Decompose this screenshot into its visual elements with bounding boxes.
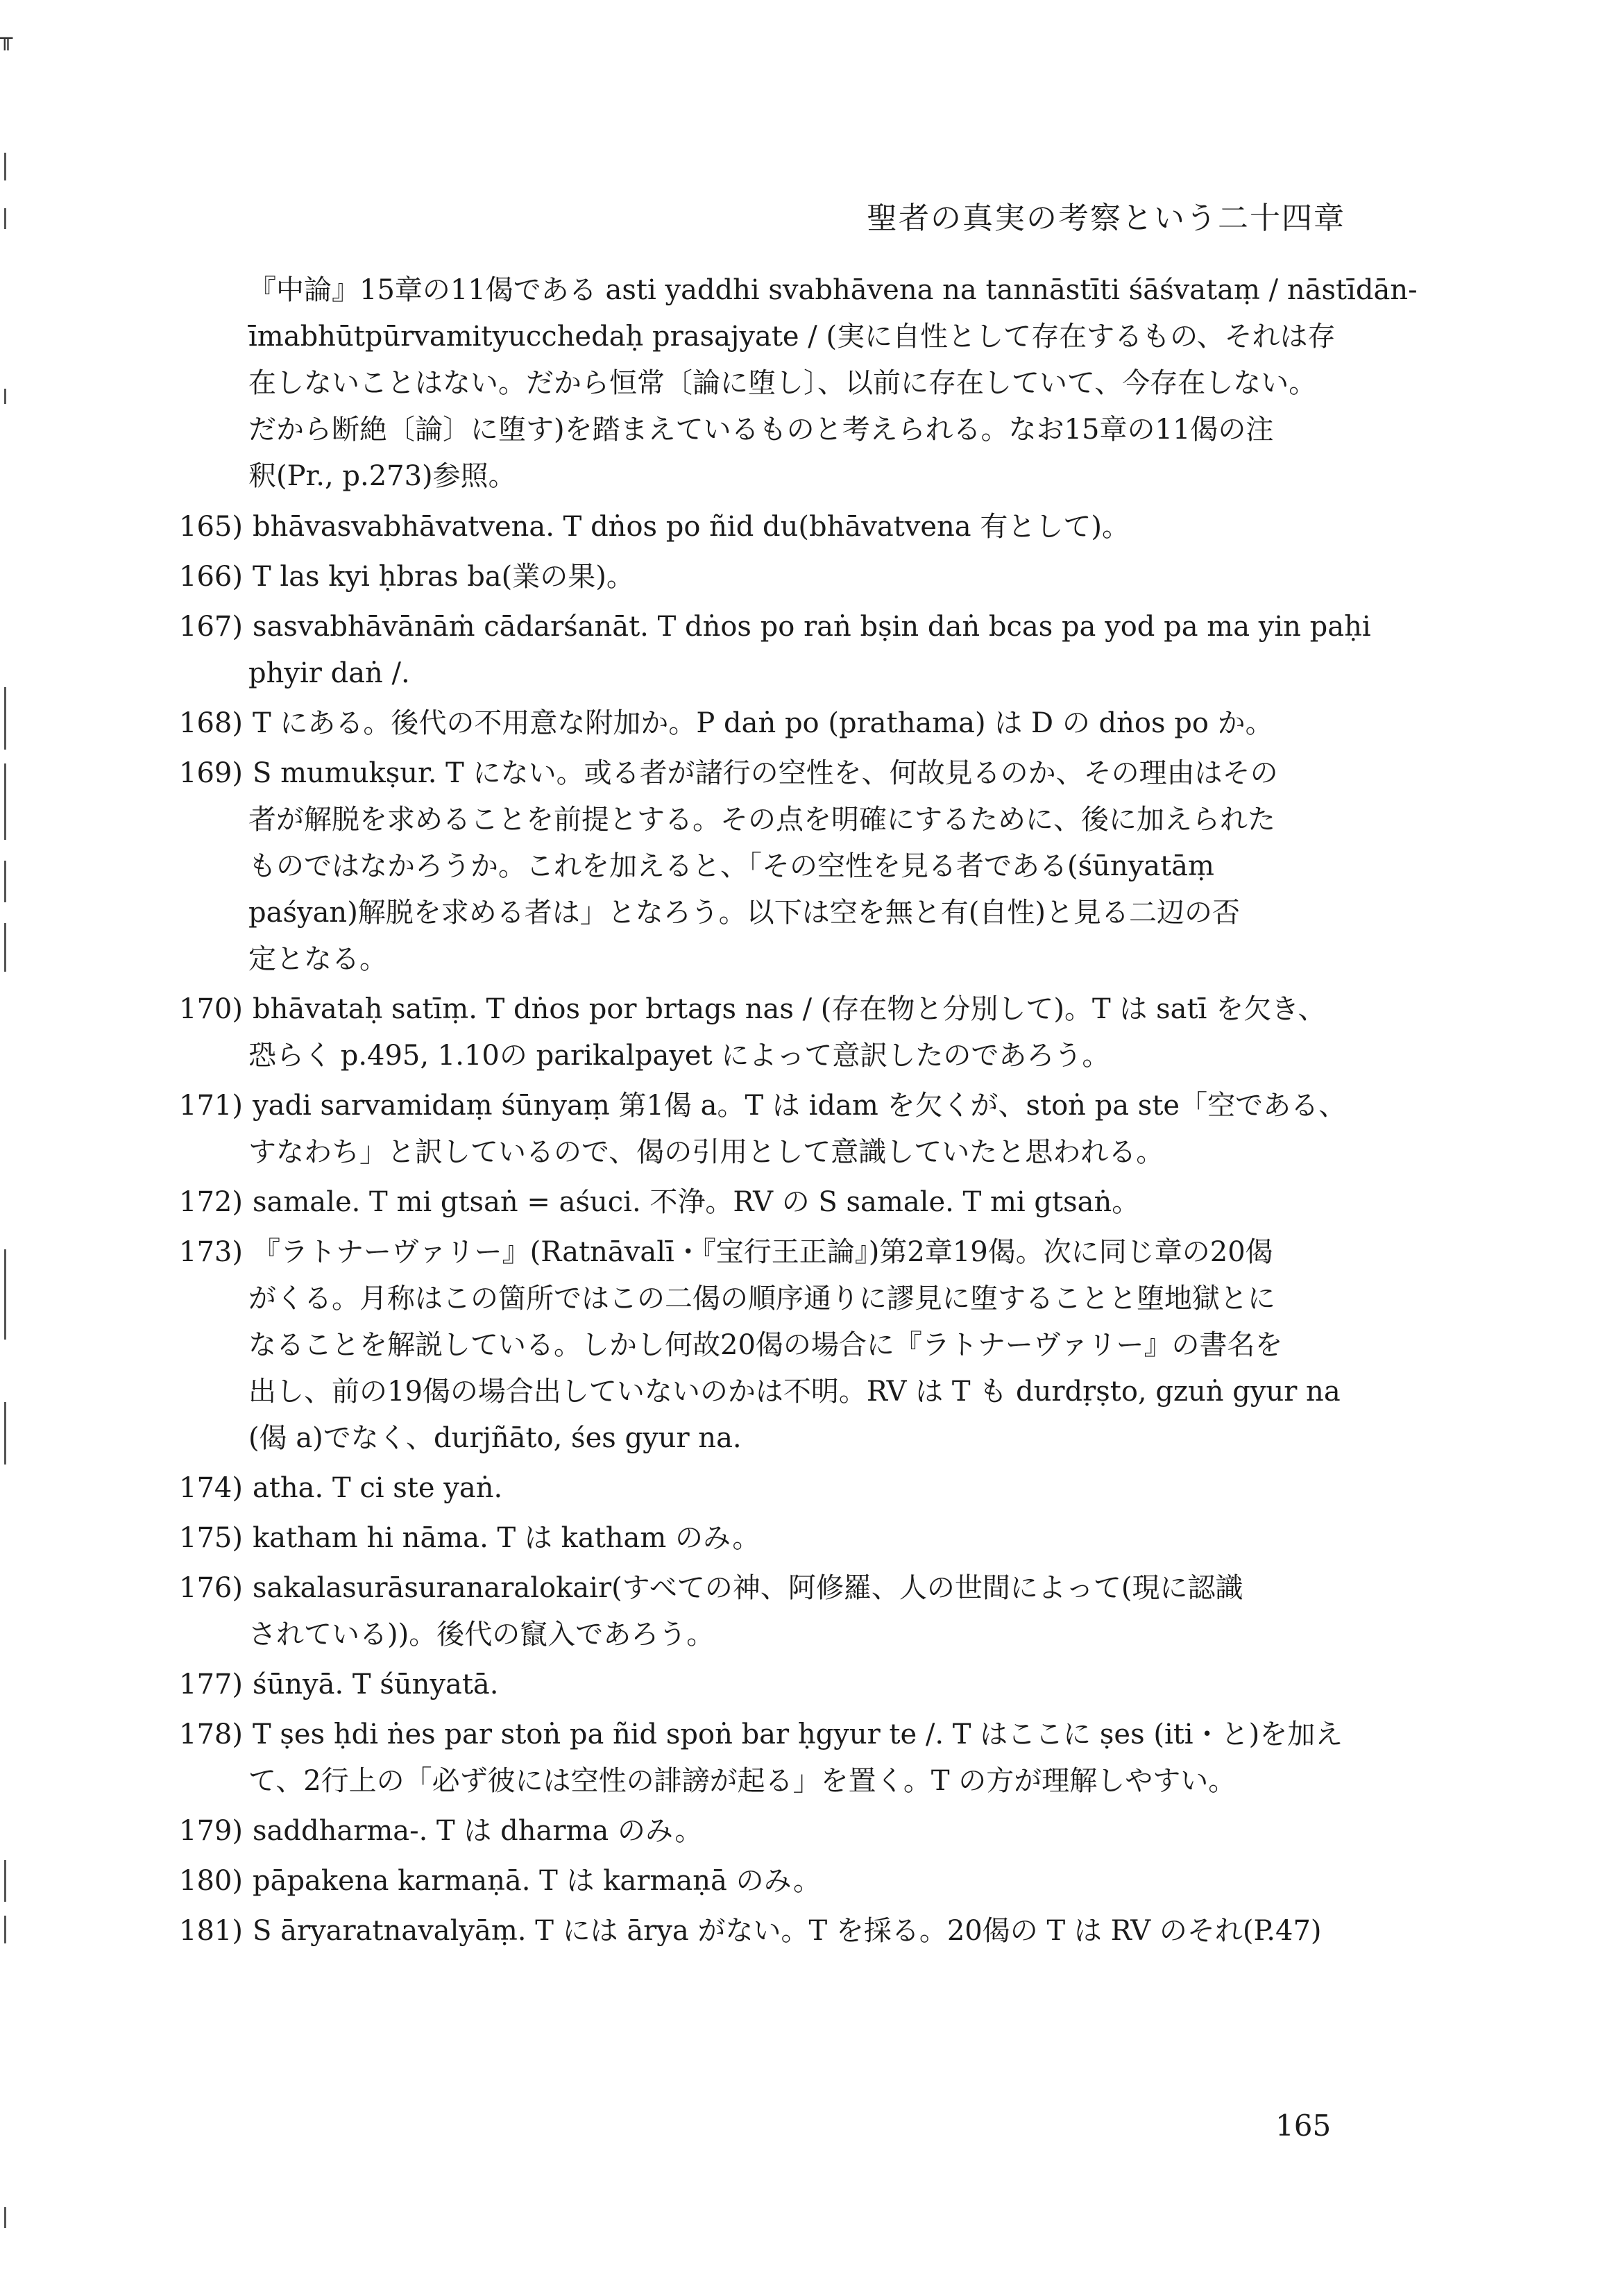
footnote-item xyxy=(179,504,1386,550)
footnote-text-line: śūnyā. T śūnyatā. xyxy=(253,1669,499,1700)
footnote-item xyxy=(179,750,1386,983)
footnote-text-line: bhāvataḥ satīṃ. T dṅos por brtags nas / (存在物と分別して)。T は satī を欠き、 xyxy=(253,993,1326,1025)
footnote-text-line: pāpakena karmaṇā. T は karmaṇā のみ。 xyxy=(253,1865,821,1897)
footnote-number: 176) xyxy=(179,1572,243,1604)
footnote-text-line: sakalasurāsuranaralokair(すべての神、阿修羅、人の世間によって(現に認識 xyxy=(253,1572,1243,1604)
footnote-text-line: katham hi nāma. T は katham のみ。 xyxy=(253,1522,760,1554)
lead-line: 『中論』15章の11偈である asti yaddhi svabhāvena na tannāstīti śāśvataṃ / nāstīdān- xyxy=(248,274,1418,306)
footnote-text-line: 定となる。 xyxy=(248,943,387,975)
footnote-text-line: すなわち」と訳しているので、偈の引用として意識していたと思われる。 xyxy=(248,1136,1164,1168)
footnote-number: 172) xyxy=(179,1186,243,1218)
footnote-text-line: atha. T ci ste yaṅ. xyxy=(253,1472,503,1504)
lead-line: 在しないことはない。だから恒常〔論に堕し〕、以前に存在していて、今存在しない。 xyxy=(248,367,1317,399)
footnote-item xyxy=(179,1908,1386,1955)
footnote-item xyxy=(179,1565,1386,1658)
footnote-text-line: がくる。月称はこの箇所ではこの二偈の順序通りに謬見に堕することと堕地獄とに xyxy=(248,1283,1275,1315)
footnote-text-line: T las kyi ḥbras ba(業の果)。 xyxy=(253,561,634,593)
footnote-number: 177) xyxy=(179,1669,243,1700)
footnote-number: 168) xyxy=(179,707,243,739)
footnote-item xyxy=(179,1808,1386,1855)
footnote-text-line: saddharma-. T は dharma のみ。 xyxy=(253,1815,703,1847)
page-number: 165 xyxy=(1275,2109,1332,2143)
footnote-number: 170) xyxy=(179,993,243,1025)
footnote-text-line: 者が解脱を求めることを前提とする。その点を明確にするために、後に加えられた xyxy=(248,804,1275,836)
footnote-item xyxy=(179,1229,1386,1462)
footnote-number: 171) xyxy=(179,1090,243,1122)
lead-line: 釈(Pr., p.273)参照。 xyxy=(248,460,516,492)
footnote-text-line: (偈 a)でなく、durjñāto, śes gyur na. xyxy=(248,1422,742,1454)
footnote-item xyxy=(179,554,1386,600)
footnote-number: 174) xyxy=(179,1472,243,1504)
scan-edge-marks xyxy=(4,0,8,2296)
footnote-text-line: bhāvasvabhāvatvena. T dṅos po ñid du(bhāvatvena 有として)。 xyxy=(253,511,1130,543)
corner-registration-mark: ╥ xyxy=(0,26,13,51)
footnote-text-line: paśyan)解脱を求める者は」となろう。以下は空を無と有(自性)と見る二辺の否 xyxy=(248,897,1241,929)
footnote-item xyxy=(179,1858,1386,1905)
footnote-item xyxy=(179,986,1386,1079)
footnote-item xyxy=(179,1083,1386,1176)
footnote-text-line: samale. T mi gtsaṅ = aśuci. 不浄。RV の S samale. T mi gtsaṅ。 xyxy=(253,1186,1140,1218)
footnote-text-line: T ṣes ḥdi ṅes par stoṅ pa ñid spoṅ bar ḥgyur te /. T はここに ṣes (iti・と)を加え xyxy=(253,1719,1343,1750)
footnote-text-line: T にある。後代の不用意な附加か。P daṅ po (prathama) は D の dṅos po か。 xyxy=(253,707,1273,739)
footnote-number: 173) xyxy=(179,1236,243,1268)
footnote-item xyxy=(179,700,1386,747)
footnote-text-line: 出し、前の19偈の場合出していないのかは不明。RV は T も durdṛṣto, gzuṅ gyur na xyxy=(248,1376,1341,1408)
footnote-text-line: されている))。後代の竄入であろう。 xyxy=(248,1619,715,1651)
footnote-item xyxy=(179,1662,1386,1708)
running-header: 聖者の真実の考察という二十四章 xyxy=(867,201,1345,236)
footnote-text-line: phyir daṅ /. xyxy=(248,657,410,689)
footnote-item xyxy=(179,1179,1386,1226)
lead-line: だから断絶〔論〕に堕す)を踏まえているものと考えられる。なお15章の11偈の注 xyxy=(248,414,1274,446)
footnote-text-line: S āryaratnavalyāṃ. T には ārya がない。T を採る。20偈の T は RV のそれ(P.47) xyxy=(253,1915,1322,1947)
footnote-number: 167) xyxy=(179,611,243,643)
footnote-number: 166) xyxy=(179,561,243,593)
footnote-text-line: yadi sarvamidaṃ śūnyaṃ 第1偈 a。T は idam を欠くが、stoṅ pa ste「空である、 xyxy=(253,1090,1347,1122)
footnote-number: 165) xyxy=(179,511,243,543)
lead-paragraph xyxy=(179,267,1418,500)
footnote-number: 175) xyxy=(179,1522,243,1554)
footnote-text-line: sasvabhāvānāṁ cādarśanāt. T dṅos po raṅ bṣin daṅ bcas pa yod pa ma yin paḥi xyxy=(253,611,1371,643)
footnote-item xyxy=(179,1465,1386,1512)
lead-line: īmabhūtpūrvamityucchedaḥ prasajyate / (実に自性として存在するもの、それは存 xyxy=(248,321,1336,353)
footnote-item xyxy=(179,1515,1386,1562)
footnote-item xyxy=(179,1712,1386,1805)
footnote-text-line: て、2行上の「必ず彼には空性の誹謗が起る」を置く。T の方が理解しやすい。 xyxy=(248,1765,1237,1797)
footnote-item xyxy=(179,604,1386,697)
footnote-text-line: 恐らく p.495, 1.10の parikalpayet によって意訳したのであろう。 xyxy=(248,1040,1110,1072)
footnote-number: 181) xyxy=(179,1915,243,1947)
footnote-text-line: ものではなかろうか。これを加えると、「その空性を見る者である(śūnyatāṃ xyxy=(248,850,1214,882)
footnote-text-line: S mumukṣur. T にない。或る者が諸行の空性を、何故見るのか、その理由はその xyxy=(253,757,1278,789)
notes-list xyxy=(179,504,1386,1955)
footnote-text-line: なることを解説している。しかし何故20偈の場合に『ラトナーヴァリー』の書名を xyxy=(248,1329,1283,1361)
footnote-number: 179) xyxy=(179,1815,243,1847)
footnote-number: 178) xyxy=(179,1719,243,1750)
footnote-text-line: 『ラトナーヴァリー』(Ratnāvalī・『宝行王正論』)第2章19偈。次に同じ章の20偈 xyxy=(253,1236,1273,1268)
page-body xyxy=(179,267,1418,1958)
footnote-number: 180) xyxy=(179,1865,243,1897)
footnote-number: 169) xyxy=(179,757,243,789)
